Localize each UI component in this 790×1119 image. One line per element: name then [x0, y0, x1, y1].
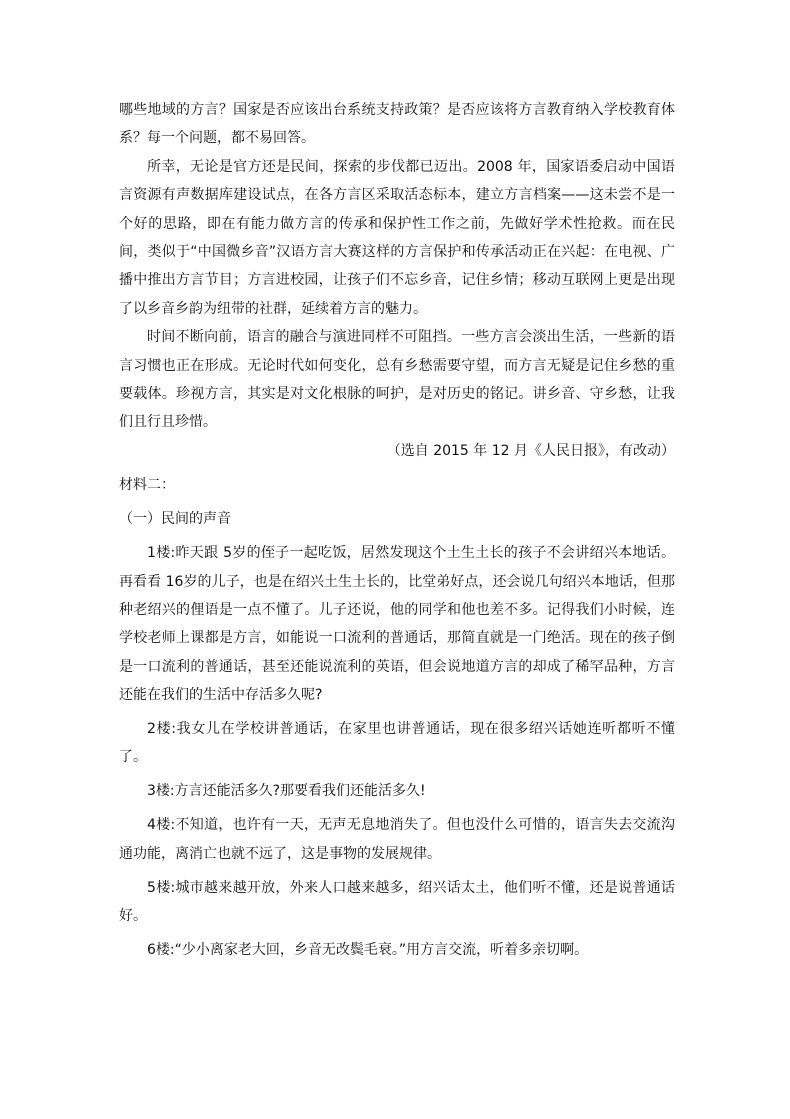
forum-post-3: 3楼:方言还能活多久?那要看我们还能活多久!: [147, 783, 426, 800]
forum-post-5: 5楼:城市越来越开放，外来人口越来越多，绍兴话太土，他们听不懂，还是说普通话好。: [119, 879, 675, 924]
document-body: [119, 96, 675, 964]
forum-post-6: 6楼:“少小离家老大回，乡音无改鬓毛衰。”用方言交流，听着多亲切啊。: [147, 941, 589, 958]
source-citation: （选自 2015 年 12 月《人民日报》，有改动）: [386, 442, 675, 459]
paragraph-conclusion: 时间不断向前，语言的融合与演进同样不可阻挡。一些方言会淡出生活，一些新的语言习惯也正在形成。无论时代如何变化，总有乡愁需要守望，而方言无疑是记住乡愁的重要载体。珍视方言，其实是对文化根脉的呵护，是对历史的铭记。讲乡音、守乡愁，让我们且行且珍惜。: [119, 329, 675, 431]
material-two-heading: 材料二：: [119, 477, 175, 494]
forum-post-2: 2楼:我女儿在学校讲普通话，在家里也讲普通话，现在很多绍兴话她连听都听不懂了。: [119, 721, 675, 766]
forum-post-4: 4楼:不知道，也许有一天，无声无息地消失了。但也没什么可惜的，语言失去交流沟通功能，离消亡也就不远了，这是事物的发展规律。: [119, 817, 675, 862]
paragraph-exploration: 所幸，无论是官方还是民间，探索的步伐都已迈出。2008 年，国家语委启动中国语言资源有声数据库建设试点，在各方言区采取活态标本，建立方言档案——这未尝不是一个好的思路，即在有能力做方言的传承和保护性工作之前，先做好学术性抢救。而在民间，类似于“中国微乡音”汉语方言大赛这样的方言保护和传承活动正在兴起：在电视、广播中推出方言节目；方言进校园，让孩子们不忘乡音，记住乡情；移动互联网上更是出现了以乡音乡韵为纽带的社群，延续着方言的魅力。: [119, 158, 675, 317]
paragraph-continued-questions: 哪些地域的方言？国家是否应该出台系统支持政策？是否应该将方言教育纳入学校教育体系？每一个问题，都不易回答。: [119, 102, 675, 147]
section-heading-folk-voices: （一）民间的声音: [119, 511, 231, 528]
forum-post-1: 1楼:昨天跟 5岁的侄子一起吃饭，居然发现这个土生土长的孩子不会讲绍兴本地话。再看看 16岁的儿子，也是在绍兴土生土长的，比堂弟好点，还会说几句绍兴本地话，但那种老绍兴的俚语是一点不懂了。儿子还说，他的同学和他也差不多。记得我们小时候，连学校老师上课都是方言，如能说一口流利的普通话，那简直就是一门绝活。现在的孩子倒是一口流利的普通话，甚至还能说流利的英语，但会说地道方言的却成了稀罕品种，方言还能在我们的生活中存活多久呢?: [119, 545, 675, 704]
